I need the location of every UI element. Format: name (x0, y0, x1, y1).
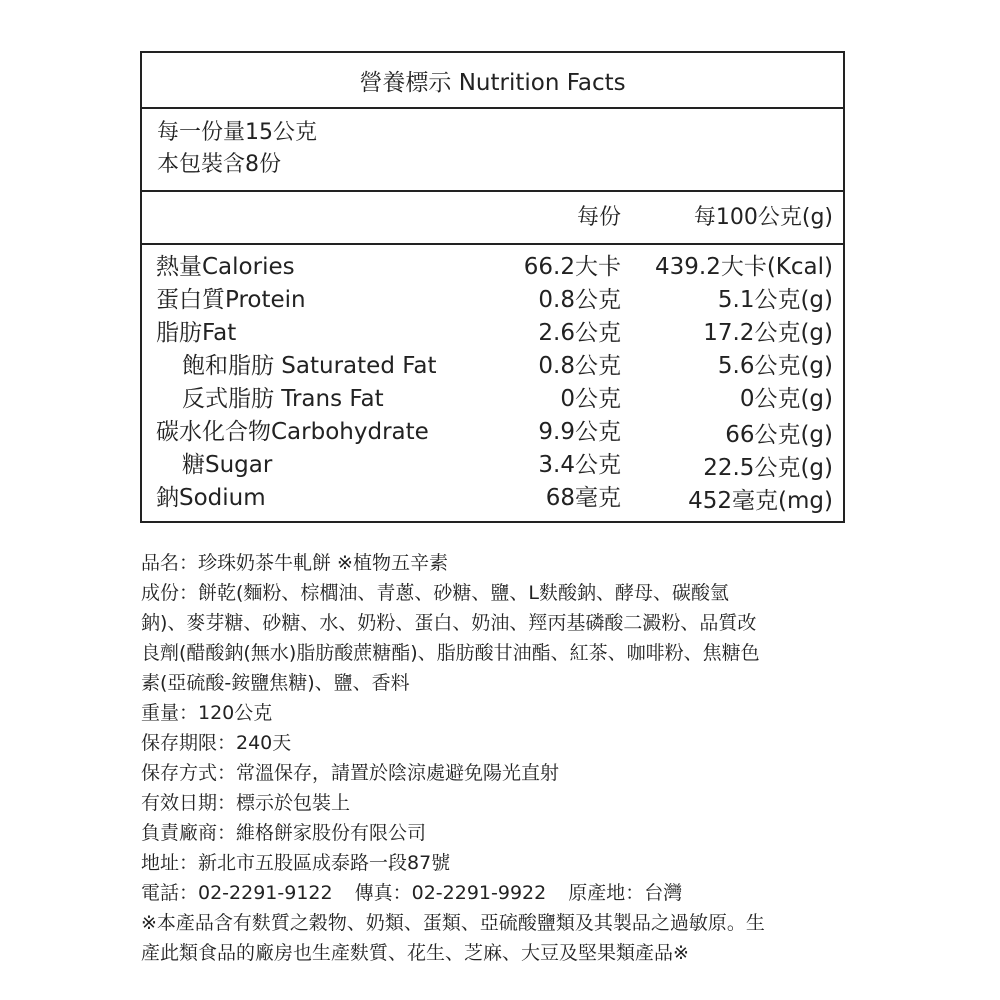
servings-per-package: 本包裝含8份 (157, 152, 281, 177)
serving-info (142, 109, 843, 192)
product-name: 品名：珍珠奶茶牛軋餅 ※植物五辛素 (141, 552, 448, 574)
address: 地址：新北市五股區成泰路一段87號 (141, 852, 451, 874)
nutrient-per-100g: 17.2公克(g) (703, 320, 833, 346)
nutrient-per-100g: 452毫克(mg) (688, 488, 833, 514)
column-headers (142, 192, 843, 245)
col-per-100g: 每100公克(g) (693, 205, 833, 230)
storage-method: 保存方式：常溫保存，請置於陰涼處避免陽光直射 (141, 762, 560, 784)
nutrient-per-serving: 0.8公克 (538, 287, 621, 313)
nutrient-name: 反式脂肪 Trans Fat (182, 386, 384, 412)
contact-line (141, 878, 851, 908)
nutrient-per-serving: 0公克 (560, 386, 621, 412)
nutrient-row-trans-fat (142, 383, 843, 416)
nutrient-row-protein (142, 284, 843, 317)
nutrient-name: 脂肪Fat (156, 320, 237, 346)
nutrient-per-100g: 5.1公克(g) (717, 287, 833, 313)
nutrient-name: 碳水化合物Carbohydrate (156, 419, 429, 445)
serving-size: 每一份量15公克 (157, 120, 317, 145)
nutrient-per-100g: 0公克(g) (739, 386, 833, 412)
expiry-date: 有效日期：標示於包裝上 (141, 792, 351, 814)
product-info (141, 548, 851, 968)
shelf-life: 保存期限：240天 (141, 732, 292, 754)
nutrient-per-serving: 9.9公克 (538, 419, 621, 445)
nutrition-title: 營養標示 Nutrition Facts (142, 53, 843, 109)
phone: 電話：02-2291-9122 (141, 882, 333, 904)
nutrient-row-sodium (142, 482, 843, 515)
ingredients-line: 成份：餅乾(麵粉、棕櫚油、青蔥、砂糖、鹽、L麩酸鈉、酵母、碳酸氫 (141, 582, 729, 604)
nutrient-name: 鈉Sodium (156, 485, 266, 511)
ingredients-line: 良劑(醋酸鈉(無水)脂肪酸蔗糖酯)、脂肪酸甘油酯、紅茶、咖啡粉、焦糖色 (141, 642, 760, 664)
nutrient-name: 飽和脂肪 Saturated Fat (182, 353, 437, 379)
nutrient-row-sugar (142, 449, 843, 482)
nutrient-row-calories (142, 251, 843, 284)
nutrient-per-serving: 2.6公克 (538, 320, 621, 346)
nutrient-per-100g: 5.6公克(g) (717, 353, 833, 379)
allergen-line: ※本產品含有麩質之穀物、奶類、蛋類、亞硫酸鹽類及其製品之過敏原。生 (141, 912, 765, 934)
nutrient-per-serving: 68毫克 (545, 485, 621, 511)
nutrient-per-100g: 22.5公克(g) (703, 455, 833, 481)
col-per-serving: 每份 (576, 205, 621, 230)
manufacturer: 負責廠商：維格餅家股份有限公司 (141, 822, 427, 844)
nutrient-name: 糖Sugar (182, 452, 273, 478)
nutrient-row-saturated-fat (142, 350, 843, 383)
ingredients-line: 素(亞硫酸-銨鹽焦糖)、鹽、香料 (141, 672, 410, 694)
nutrition-facts-panel (140, 51, 845, 523)
net-weight: 重量：120公克 (141, 702, 273, 724)
nutrient-per-100g: 439.2大卡(Kcal) (654, 254, 833, 280)
nutrient-per-serving: 3.4公克 (538, 452, 621, 478)
origin: 原產地：台灣 (568, 882, 683, 904)
nutrient-per-100g: 66公克(g) (725, 422, 833, 448)
nutrient-row-carbohydrate (142, 416, 843, 449)
nutrient-row-fat (142, 317, 843, 350)
nutrient-name: 熱量Calories (156, 254, 295, 280)
nutrient-per-serving: 66.2大卡 (523, 254, 621, 280)
fax: 傳真：02-2291-9922 (354, 882, 547, 904)
ingredients-line: 鈉)、麥芽糖、砂糖、水、奶粉、蛋白、奶油、羥丙基磷酸二澱粉、品質改 (141, 612, 757, 634)
allergen-line: 產此類食品的廠房也生產麩質、花生、芝麻、大豆及堅果類產品※ (141, 942, 689, 964)
nutrient-table (142, 245, 843, 515)
nutrient-per-serving: 0.8公克 (538, 353, 621, 379)
nutrient-name: 蛋白質Protein (156, 287, 306, 313)
